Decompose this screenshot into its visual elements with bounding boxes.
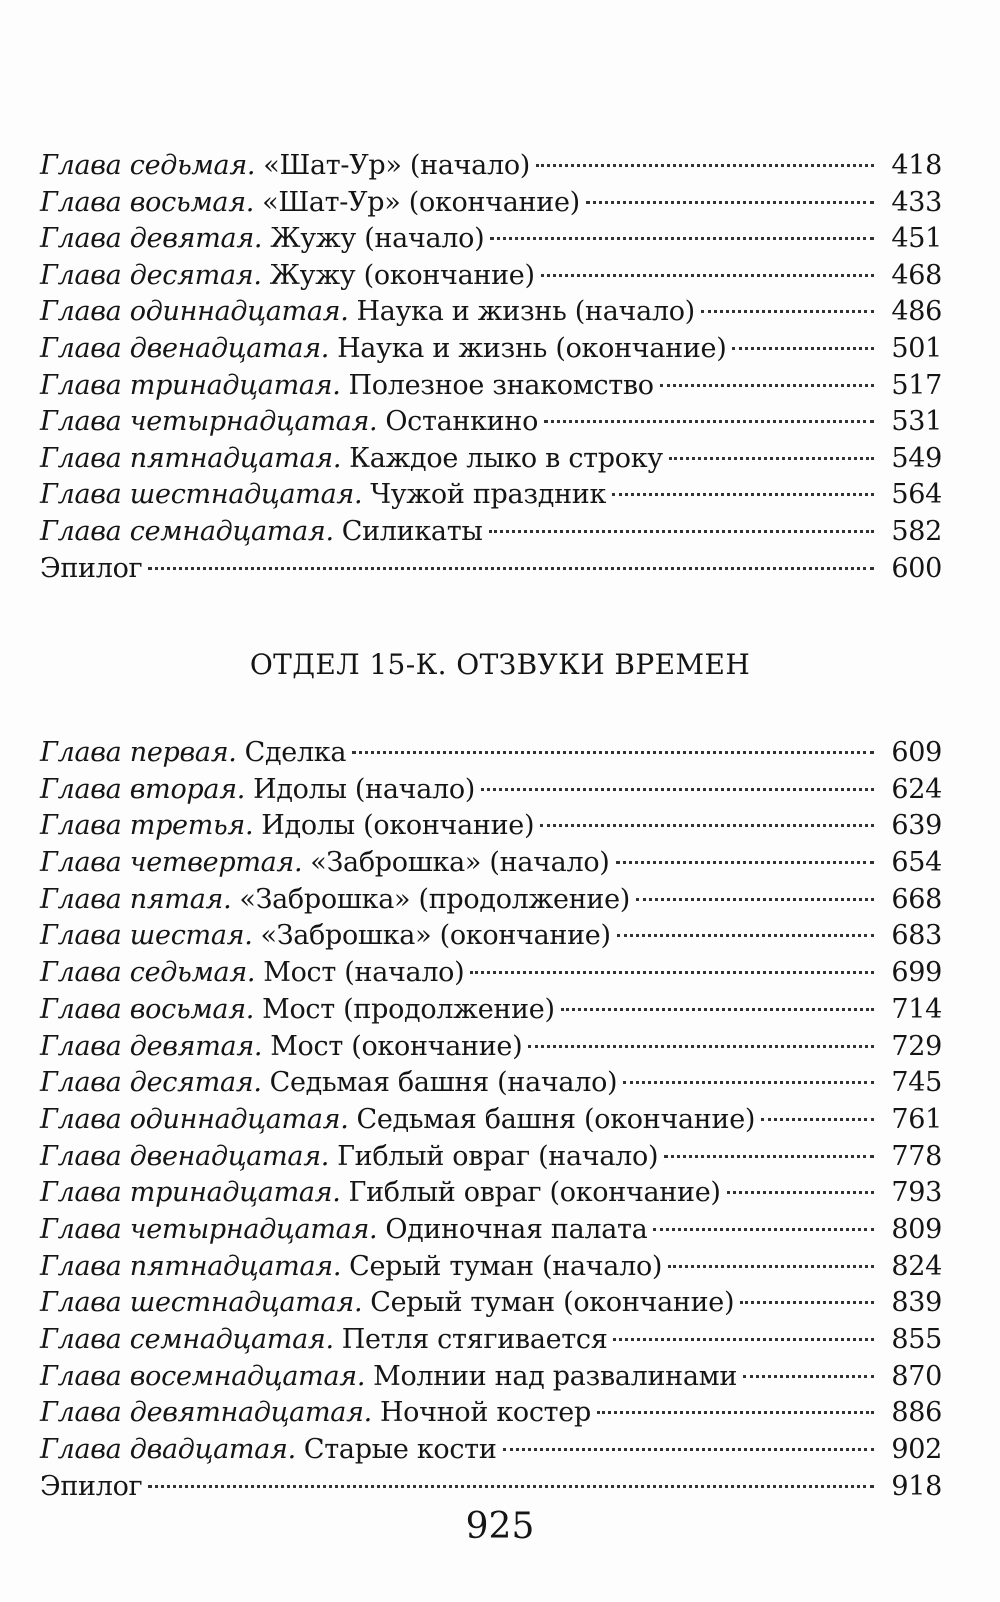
chapter-title: Идолы (начало) bbox=[253, 773, 476, 805]
page-number: 531 bbox=[891, 406, 942, 438]
chapter-title: Мост (окончание) bbox=[270, 1030, 523, 1062]
section-heading: ОТДЕЛ 15-К. ОТЗВУКИ ВРЕМЕН bbox=[249, 648, 751, 681]
chapter-title: Серый туман (начало) bbox=[349, 1250, 663, 1282]
chapter-title: Молнии над развалинами bbox=[373, 1360, 738, 1392]
chapter-title: Серый туман (окончание) bbox=[370, 1287, 735, 1319]
chapter-title: «Заброшка» (продолжение) bbox=[239, 883, 631, 915]
page-number: 683 bbox=[891, 920, 942, 952]
chapter-number: Глава четырнадцатая. bbox=[40, 406, 378, 438]
page-number: 582 bbox=[891, 515, 942, 547]
page-number: 517 bbox=[891, 369, 942, 401]
dot-leader bbox=[613, 1334, 874, 1341]
toc-list-part-one bbox=[40, 148, 942, 587]
chapter-title: Идолы (окончание) bbox=[261, 810, 535, 842]
chapter-number: Глава шестая. bbox=[40, 920, 253, 952]
toc-entry bbox=[40, 294, 942, 331]
chapter-number: Глава пятая. bbox=[40, 883, 232, 915]
dot-leader bbox=[660, 380, 874, 387]
page-number: 654 bbox=[891, 847, 942, 879]
toc-entry bbox=[40, 1029, 942, 1066]
chapter-number: Глава девятая. bbox=[40, 223, 263, 255]
dot-leader bbox=[669, 453, 874, 460]
toc-entry bbox=[40, 1212, 942, 1249]
page-number: 609 bbox=[891, 737, 942, 768]
chapter-number: Глава тринадцатая. bbox=[40, 1177, 341, 1209]
page-number: 433 bbox=[891, 186, 942, 218]
toc-entry bbox=[40, 955, 942, 992]
page-number: 451 bbox=[891, 223, 942, 255]
dot-leader bbox=[743, 1371, 874, 1378]
dot-leader bbox=[540, 820, 874, 827]
chapter-title: «Заброшка» (начало) bbox=[310, 847, 610, 879]
toc-entry bbox=[40, 331, 942, 368]
chapter-number: Глава первая. bbox=[40, 737, 237, 768]
chapter-number: Глава шестнадцатая. bbox=[40, 479, 363, 511]
dot-leader bbox=[148, 563, 874, 570]
chapter-number: Глава восемнадцатая. bbox=[40, 1360, 366, 1392]
chapter-title: Силикаты bbox=[341, 515, 483, 547]
page-number: 714 bbox=[891, 993, 942, 1025]
dot-leader bbox=[623, 1077, 874, 1084]
dot-leader bbox=[470, 967, 874, 974]
toc-entry bbox=[40, 1322, 942, 1359]
toc-entry bbox=[40, 185, 942, 222]
dot-leader bbox=[352, 747, 874, 754]
dot-leader bbox=[668, 1261, 874, 1268]
toc-entry bbox=[40, 221, 942, 258]
chapter-title: Седьмая башня (окончание) bbox=[356, 1103, 756, 1135]
chapter-title: Петля стягивается bbox=[341, 1324, 608, 1355]
page-number: 564 bbox=[891, 479, 942, 511]
dot-leader bbox=[617, 930, 874, 937]
dot-leader bbox=[612, 489, 874, 496]
chapter-title: Эпилог bbox=[40, 552, 143, 584]
page-number: 778 bbox=[891, 1140, 942, 1172]
chapter-number: Глава шестнадцатая. bbox=[40, 1287, 363, 1319]
toc-entry bbox=[40, 1432, 942, 1469]
chapter-title: Жужу (начало) bbox=[270, 223, 485, 255]
chapter-number: Глава четырнадцатая. bbox=[40, 1213, 378, 1245]
page-number: 549 bbox=[891, 442, 942, 474]
chapter-number: Глава десятая. bbox=[40, 259, 262, 291]
page-number: 624 bbox=[891, 773, 942, 805]
dot-leader bbox=[653, 1224, 874, 1231]
chapter-number: Глава двенадцатая. bbox=[40, 1140, 330, 1172]
toc-entry bbox=[40, 1175, 942, 1212]
chapter-title: Мост (начало) bbox=[263, 957, 465, 989]
page-number: 886 bbox=[891, 1397, 942, 1429]
chapter-number: Глава восьмая. bbox=[40, 993, 255, 1025]
chapter-number: Глава седьмая. bbox=[40, 150, 256, 181]
chapter-title: Останкино bbox=[385, 406, 539, 438]
dot-leader bbox=[528, 1041, 874, 1048]
page-folio: 925 bbox=[465, 1506, 535, 1547]
dot-leader bbox=[561, 1004, 874, 1011]
toc-list-part-two bbox=[40, 735, 942, 1505]
dot-leader bbox=[701, 306, 874, 313]
chapter-title: «Шат-Ур» (окончание) bbox=[262, 186, 580, 218]
toc-entry bbox=[40, 918, 942, 955]
toc-entry bbox=[40, 1249, 942, 1286]
page-number: 729 bbox=[891, 1030, 942, 1062]
toc-entry bbox=[40, 368, 942, 405]
dot-leader bbox=[481, 784, 874, 791]
chapter-number: Глава четвертая. bbox=[40, 847, 303, 879]
chapter-number: Глава восьмая. bbox=[40, 186, 255, 218]
dot-leader bbox=[541, 270, 874, 277]
chapter-number: Глава третья. bbox=[40, 810, 254, 842]
chapter-number: Глава девятнадцатая. bbox=[40, 1397, 372, 1429]
toc-entry bbox=[40, 441, 942, 478]
page-number: 486 bbox=[891, 296, 942, 328]
chapter-title: Чужой праздник bbox=[370, 479, 607, 511]
dot-leader bbox=[616, 857, 874, 864]
chapter-title: Одиночная палата bbox=[385, 1213, 648, 1245]
toc-entry-epilogue bbox=[40, 1469, 942, 1506]
dot-leader bbox=[536, 160, 874, 167]
page-number: 839 bbox=[891, 1287, 942, 1319]
dot-leader bbox=[148, 1481, 874, 1488]
page-number: 600 bbox=[891, 552, 942, 584]
toc-entry bbox=[40, 258, 942, 295]
dot-leader bbox=[586, 197, 874, 204]
page-number: 824 bbox=[891, 1250, 942, 1282]
chapter-title: Ночной костер bbox=[379, 1397, 591, 1429]
page-number: 745 bbox=[891, 1067, 942, 1099]
page-number: 501 bbox=[891, 332, 942, 364]
chapter-number: Глава одиннадцатая. bbox=[40, 1103, 349, 1135]
chapter-title: Полезное знакомство bbox=[348, 369, 654, 401]
dot-leader bbox=[732, 343, 874, 350]
dot-leader bbox=[597, 1407, 874, 1414]
toc-entry bbox=[40, 404, 942, 441]
chapter-title: Седьмая башня (начало) bbox=[269, 1067, 618, 1099]
toc-entry bbox=[40, 845, 942, 882]
chapter-number: Глава десятая. bbox=[40, 1067, 262, 1099]
page-number: 468 bbox=[891, 259, 942, 291]
chapter-title: Мост (продолжение) bbox=[262, 993, 555, 1025]
chapter-title: «Заброшка» (окончание) bbox=[260, 920, 611, 952]
dot-leader bbox=[503, 1444, 874, 1451]
page-number: 855 bbox=[891, 1324, 942, 1355]
chapter-title: Старые кости bbox=[303, 1434, 497, 1466]
dot-leader bbox=[636, 894, 874, 901]
dot-leader bbox=[727, 1187, 874, 1194]
chapter-number: Глава седьмая. bbox=[40, 957, 256, 989]
dot-leader bbox=[490, 233, 874, 240]
toc-entry bbox=[40, 1285, 942, 1322]
chapter-number: Глава двадцатая. bbox=[40, 1434, 296, 1466]
chapter-title: Наука и жизнь (окончание) bbox=[337, 332, 727, 364]
page-number: 668 bbox=[891, 883, 942, 915]
toc-entry bbox=[40, 735, 942, 772]
page-number: 418 bbox=[891, 150, 942, 181]
toc-entry bbox=[40, 148, 942, 185]
chapter-title: Каждое лыко в строку bbox=[349, 442, 663, 474]
chapter-title: Эпилог bbox=[40, 1470, 143, 1502]
chapter-title: Гиблый овраг (начало) bbox=[337, 1140, 659, 1172]
page-number: 809 bbox=[891, 1213, 942, 1245]
page-number: 902 bbox=[891, 1434, 942, 1466]
chapter-number: Глава семнадцатая. bbox=[40, 1324, 334, 1355]
dot-leader bbox=[740, 1297, 874, 1304]
toc-entry bbox=[40, 1139, 942, 1176]
page-number: 639 bbox=[891, 810, 942, 842]
toc-entry bbox=[40, 514, 942, 551]
dot-leader bbox=[664, 1151, 874, 1158]
chapter-number: Глава девятая. bbox=[40, 1030, 263, 1062]
page-number: 761 bbox=[891, 1103, 942, 1135]
dot-leader bbox=[761, 1114, 874, 1121]
chapter-number: Глава вторая. bbox=[40, 773, 246, 805]
chapter-number: Глава тринадцатая. bbox=[40, 369, 341, 401]
chapter-title: Жужу (окончание) bbox=[269, 259, 535, 291]
chapter-title: Сделка bbox=[244, 737, 347, 768]
page-number: 918 bbox=[891, 1470, 942, 1502]
toc-entry bbox=[40, 1065, 942, 1102]
dot-leader bbox=[489, 526, 874, 533]
toc-entry bbox=[40, 882, 942, 919]
chapter-number: Глава пятнадцатая. bbox=[40, 442, 342, 474]
toc-entry bbox=[40, 1359, 942, 1396]
chapter-number: Глава одиннадцатая. bbox=[40, 296, 349, 328]
chapter-number: Глава семнадцатая. bbox=[40, 515, 334, 547]
toc-entry bbox=[40, 1102, 942, 1139]
dot-leader bbox=[544, 416, 874, 423]
toc-entry bbox=[40, 1395, 942, 1432]
toc-entry bbox=[40, 477, 942, 514]
chapter-title: Наука и жизнь (начало) bbox=[356, 296, 695, 328]
toc-entry bbox=[40, 992, 942, 1029]
toc-entry-epilogue bbox=[40, 551, 942, 588]
page-number: 870 bbox=[891, 1360, 942, 1392]
page-number: 793 bbox=[891, 1177, 942, 1209]
toc-entry bbox=[40, 808, 942, 845]
chapter-title: Гиблый овраг (окончание) bbox=[348, 1177, 721, 1209]
chapter-number: Глава двенадцатая. bbox=[40, 332, 330, 364]
toc-entry bbox=[40, 772, 942, 809]
page-number: 699 bbox=[891, 957, 942, 989]
chapter-number: Глава пятнадцатая. bbox=[40, 1250, 342, 1282]
chapter-title: «Шат-Ур» (начало) bbox=[263, 150, 531, 181]
